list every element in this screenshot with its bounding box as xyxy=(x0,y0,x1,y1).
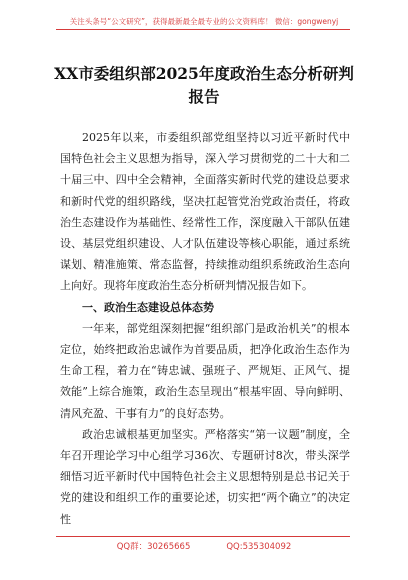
document-title: XX市委组织部2025年度政治生态分析研判报告 xyxy=(54,64,354,106)
header-banner: 关注头条号“公文研究”，获得最新最全最专业的公文资料库！ 微信：gongwenyj xyxy=(69,17,339,26)
footer xyxy=(0,540,408,552)
footer-qq-group: QQ群：30265665 xyxy=(116,542,191,552)
intro-paragraph: 2025年以来，市委组织部党组坚持以习近平新时代中国特色社会主义思想为指导，深入学习贯彻党的二十大和二十届三中、四中全会精神，全面落实新时代党的建设总要求和新时代党的组织路线，坚决扛起管党治党政治责任，将政治生态建设作为基础性、经常性工作，深度融入干部队伍建设、基层党组织建设、人才队伍建设等核心职能，通过系统谋划、精准施策、常态监督，持续推动组织系统政治生态向上向好。现将年度政治生态分析研判情况报告如下。 xyxy=(60,131,350,293)
header-divider xyxy=(56,29,350,30)
footer-divider xyxy=(56,536,350,537)
body-paragraph: 一年来，部党组深刻把握“组织部门是政治机关”的根本定位，始终把政治忠诚作为首要品质，把净化政治生态作为生命工程，着力在“铸忠诚、强班子、严规矩、正风气、提效能”上综合施策，政治生态呈现出“根基牢固、导向鲜明、清风充盈、干事有力”的良好态势。 xyxy=(60,321,350,420)
section-heading: 一、政治生态建设总体态势 xyxy=(82,300,214,314)
document-body xyxy=(60,127,350,530)
footer-qq: QQ:535304092 xyxy=(226,542,292,552)
body-paragraph: 政治忠诚根基更加坚实。严格落实“第一议题”制度，全年召开理论学习中心组学习36次、专题研讨8次，带头深学细悟习近平新时代中国特色社会主义思想特别是总书记关于党的建设和组织工作的重要论述，切实把“两个确立”的决定性 xyxy=(60,427,350,526)
